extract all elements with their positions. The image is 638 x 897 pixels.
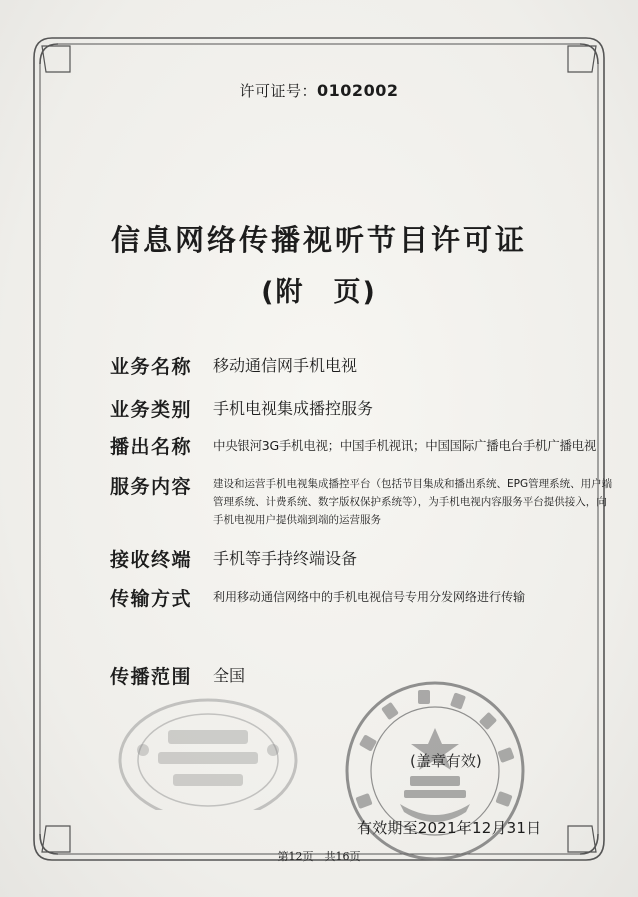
field-value: 手机电视集成播控服务 — [213, 399, 374, 418]
seal-validity-note: (盖章有效) — [410, 752, 482, 770]
certificate-title: 信息网络传播视听节目许可证 — [110, 223, 527, 257]
license-number: 0102002 — [317, 81, 399, 100]
field-label: 业务类别 — [110, 399, 193, 421]
license-number-line — [0, 80, 638, 101]
license-number-prefix: 许可证号： — [239, 82, 318, 100]
page-number: 第12页 共16页 — [277, 850, 361, 863]
field-label: 传输方式 — [110, 588, 193, 610]
field-value: 全国 — [213, 666, 246, 685]
field-value: 手机等手持终端设备 — [213, 549, 358, 568]
field-label: 接收终端 — [110, 549, 193, 571]
field-label: 业务名称 — [110, 356, 193, 378]
field-label: 传播范围 — [110, 666, 193, 688]
field-value: 建设和运营手机电视集成播控平台（包括节目集成和播出系统、EPG管理系统、用户端管理系统、计费系统、数字版权保护系统等），为手机电视内容服务平台提供接入，向手机电视用户提供端到端的运营服务 — [213, 478, 613, 526]
certificate-subtitle: (附 页) — [261, 277, 377, 308]
field-value: 移动通信网手机电视 — [213, 356, 358, 375]
field-value: 利用移动通信网络中的手机电视信号专用分发网络进行传输 — [213, 590, 526, 604]
validity-date: 有效期至2021年12月31日 — [357, 819, 542, 837]
field-label: 播出名称 — [110, 436, 193, 458]
field-label: 服务内容 — [110, 476, 193, 498]
faded-seal-icon — [113, 690, 303, 810]
field-value: 中央银河3G手机电视；中国手机视讯；中国国际广播电台手机广播电视 — [213, 438, 597, 453]
